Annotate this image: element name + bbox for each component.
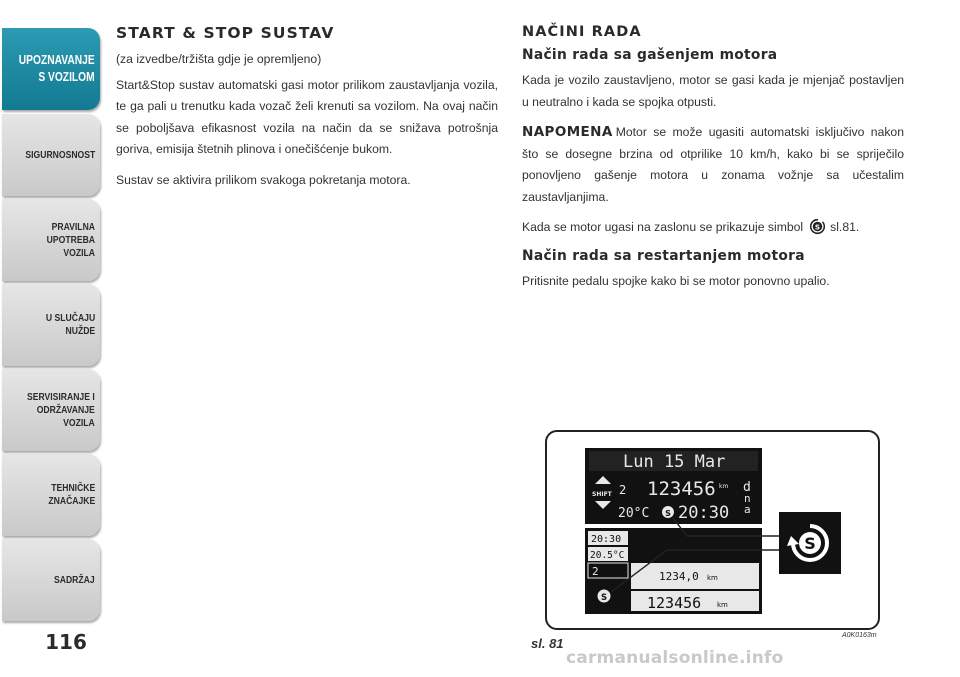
display-gear-top: 2	[619, 483, 627, 497]
note-keyword: NAPOMENA	[522, 124, 613, 140]
bottom-gear: 2	[592, 565, 599, 578]
note-paragraph	[522, 122, 904, 208]
display-odometer-unit: km	[719, 483, 729, 490]
mode1-text: Kada je vozilo zaustavljeno, motor se gasi kada je mjenjač postavljen u neutralno i kada se spojka otpusti.	[522, 73, 904, 109]
start-stop-icon	[809, 218, 826, 235]
tab-label: SERVISIRANJE I ODRŽAVANJE VOZILA	[27, 390, 96, 429]
dna-d: d	[743, 480, 751, 495]
figure-code: A0K0163m	[842, 632, 877, 639]
tab-u-slucaju-nuzde[interactable]	[2, 284, 100, 366]
shift-label: SHIFT	[592, 491, 612, 498]
svg-text:S: S	[804, 534, 816, 553]
bottom-total: 123456	[647, 594, 702, 612]
display-temp: 20°C	[618, 506, 650, 521]
tab-servisiranje[interactable]	[2, 369, 100, 451]
tab-label: SADRŽAJ	[54, 573, 96, 586]
tab-label: PRAVILNA UPOTREBA VOZILA	[46, 220, 96, 259]
watermark: carmanualsonline.info	[566, 648, 784, 668]
right-column	[522, 24, 904, 301]
bottom-time: 20:30	[591, 534, 622, 545]
note-text: Motor se može ugasiti automatski isključivo nakon što se dosegne brzina od otprilike 10 km/h, kako bi se spriječilo ponovljeno gašenje motora u zonama vožnje sa učestalim zaustavljanjima.	[522, 125, 904, 204]
bottom-trip: 1234,0	[659, 570, 699, 583]
tab-label: TEHNIČKE ZNAČAJKE	[48, 482, 96, 507]
tab-pravilna-upotreba[interactable]	[2, 199, 100, 281]
chapter-tabs	[0, 0, 102, 677]
modes-title: NAČINI RADA	[522, 24, 642, 40]
page-number: 116	[45, 630, 87, 654]
svg-text:S: S	[815, 222, 821, 232]
bottom-trip-unit: km	[707, 574, 718, 582]
bottom-temp: 20.5°C	[590, 550, 625, 561]
bottom-total-unit: km	[717, 601, 728, 609]
display-odometer: 123456	[647, 478, 716, 500]
tab-upoznavanje[interactable]	[2, 28, 100, 110]
display-time: 20:30	[678, 503, 730, 523]
symbol-text-after: sl.81.	[830, 220, 860, 234]
tab-label: SIGURNOSNOST	[25, 148, 96, 161]
svg-text:S: S	[665, 509, 671, 518]
instrument-display-illustration	[547, 432, 877, 627]
activation-paragraph: Sustav se aktivira prilikom svakoga pokretanja motora.	[116, 172, 411, 187]
figure-caption: sl. 81	[531, 636, 564, 651]
tab-sigurnosnost[interactable]	[2, 114, 100, 196]
tab-label: U SLUČAJU NUŽDE	[45, 312, 96, 337]
tab-label: UPOZNAVANJE S VOZILOM	[19, 53, 96, 84]
dna-a: a	[744, 503, 751, 516]
symbol-text-before: Kada se motor ugasi na zaslonu se prikazuje simbol	[522, 220, 804, 234]
dna-n: n	[744, 492, 751, 505]
tab-sadrzaj[interactable]	[2, 539, 100, 621]
mode2-text: Pritisnite pedalu spojke kako bi se motor ponovno upalio.	[522, 273, 830, 288]
intro-paragraph: Start&Stop sustav automatski gasi motor prilikom zaustavljanja vozila, te ga pali u trenutku kada vozač želi krenuti sa vozilom. Na ovaj način se poboljšava efikasnost vozila na način da se snižava potrošnja goriva, emisija štetnih plinova i onečišćenje bukom.	[116, 77, 498, 156]
symbol-paragraph	[522, 217, 904, 239]
mode1-heading: Način rada sa gašenjem motora	[522, 47, 778, 63]
section-title: START & STOP SUSTAV	[116, 24, 335, 42]
svg-text:S: S	[600, 593, 608, 603]
tab-tehnicke-znacajke[interactable]	[2, 454, 100, 536]
section-subtitle: (za izvedbe/tržišta gdje je opremljeno)	[116, 52, 322, 66]
figure-81	[545, 430, 880, 630]
display-date: Lun 15 Mar	[623, 452, 726, 472]
left-column	[116, 24, 498, 200]
mode2-heading: Način rada sa restartanjem motora	[522, 247, 805, 264]
